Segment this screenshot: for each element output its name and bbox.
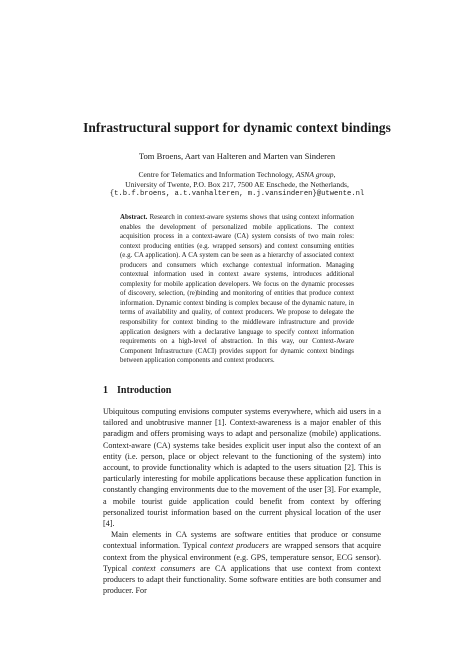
section-number: 1	[103, 385, 108, 396]
body-paragraph-2	[103, 529, 381, 596]
paper-title: Infrastructural support for dynamic context bindings	[83, 120, 391, 135]
affiliation-group: ASNA group	[295, 170, 334, 179]
affiliation-block	[0, 170, 474, 200]
paragraph-2-part-1: Main elements in CA systems are software entities that produce or consume contextual information. Typical	[103, 530, 381, 551]
paragraph-2-part-2: are wrapped sensors that acquire context from the physical environment (e.g. GPS, temperature sensor, ECG sensor). Typical	[103, 541, 382, 573]
body-paragraph-1: Ubiquitous computing envisions computer systems everywhere, which aid users in a tailored and unobtrusive manner [1]. Context-awareness is a major enabler of this paradigm and offers promising ways to adapt and personalize (mobile) applications. Context-aware (CA) systems take besides explicit user input also the context of an entity (i.e. person, place or object relevant to the functioning of the system) into account, to provide functionality which is adapted to the users situation [2]. This is particularly interesting for mobile applications because these application function in constantly changing environments due to the movement of the user [3]. For example, a mobile tourist guide application could benefit from context by offering personalized tourist information based on the current physical location of the user [4].	[103, 407, 381, 529]
term-context-consumers: context consumers	[132, 563, 196, 573]
affiliation-comma: ,	[333, 170, 336, 179]
paragraph-2-part-3: are CA applications that use context from context producers to adapt their functionality. Some software entities are both consumer and producer. For	[103, 563, 382, 596]
affiliation-line-1	[0, 170, 474, 180]
affiliation-institute: Centre for Telematics and Information Technology,	[138, 170, 296, 179]
affiliation-line-2: University of Twente, P.O. Box 217, 7500 AE Enschede, the Netherlands,	[125, 179, 349, 189]
body-text	[103, 406, 381, 596]
author-list: Tom Broens, Aart van Halteren and Marten van Sinderen	[138, 151, 336, 161]
term-context-producers: context producers	[209, 541, 269, 551]
section-title: Introduction	[117, 385, 172, 396]
abstract-block	[120, 213, 354, 366]
author-emails: {t.b.f.broens, a.t.vanhalteren, m.j.vansinderen}@utwente.nl	[109, 189, 365, 198]
abstract-text: Research in context-aware systems shows that using context information enables the development of personalized mobile applications. The context acquisition process in a context-aware (CA) system consists of two main roles: context producing entities (e.g. wrapped sensors) and context consuming entities (e.g. CA application). A CA system can be seen as a hierarchy of associated context producers and consumers which exchange contextual information. Managing contextual information used in context aware systems, introduces additional complexity for mobile application developers. We focus on the dynamic processes of discovery, selection, (re)binding and monitoring of entities that produce context information. Dynamic context binding is complex because of the dynamic nature, in terms of availability and quality, of context producers. We propose to delegate the responsibility for context binding to the middleware infrastructure and provide application designers with a declarative language to specify context information requirements on a high-level of abstraction. In this way, our Context-Aware Component Infrastructure (CACI) provides support for dynamic context bindings between application components and context producers.	[120, 214, 354, 365]
abstract-label: Abstract.	[120, 214, 148, 221]
section-heading	[103, 385, 171, 396]
